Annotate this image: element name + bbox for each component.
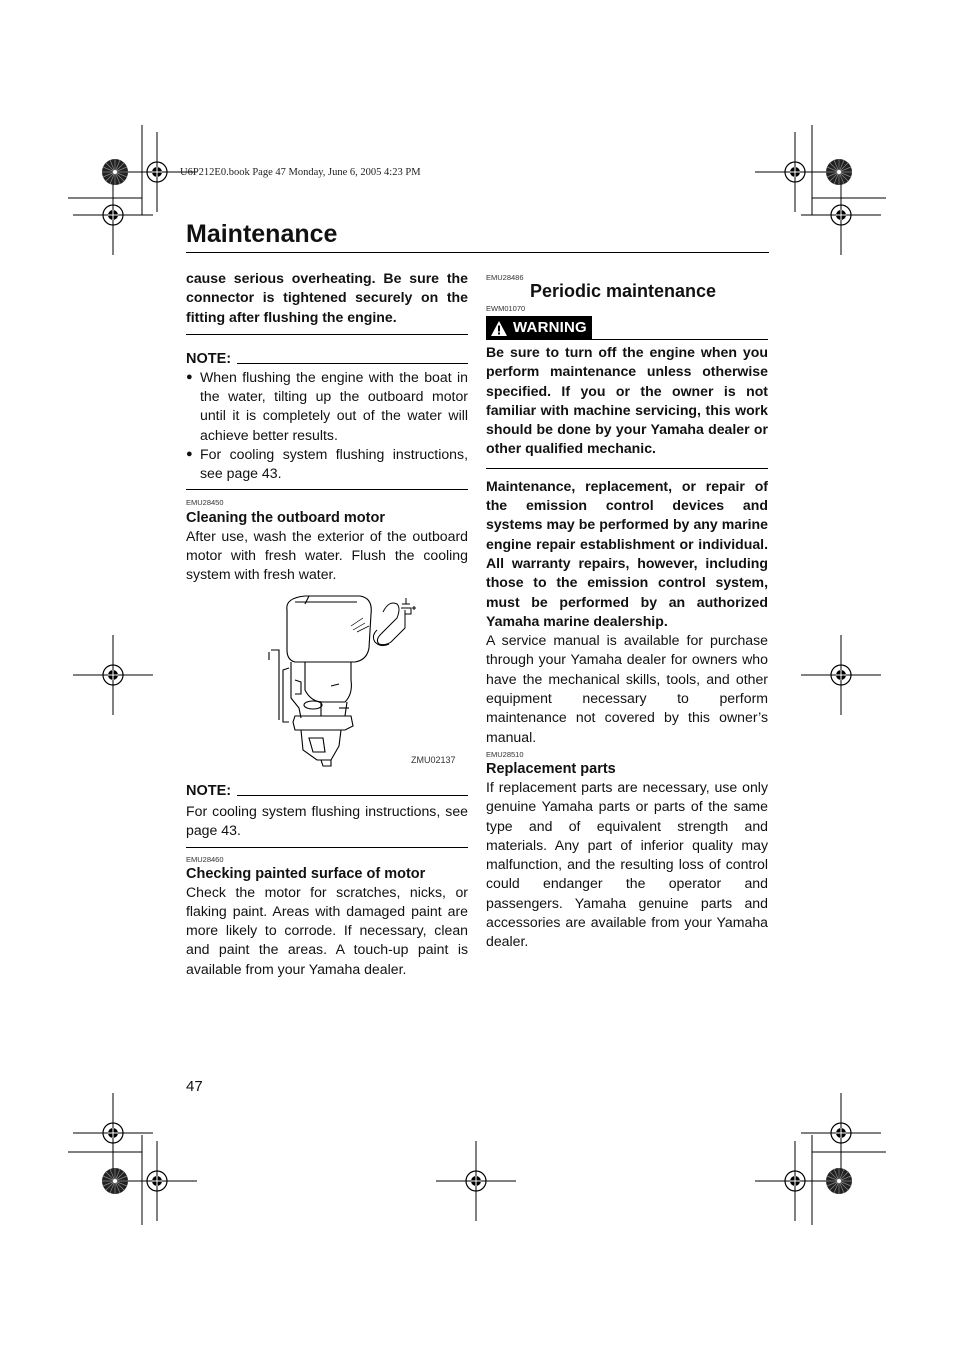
continued-caution-text: cause serious overheating. Be sure the connector is tightened securely on the fitting after flushing the engine.: [186, 270, 468, 325]
bullet-icon: ●: [186, 370, 193, 383]
section-code: EMU28450: [186, 497, 224, 507]
note-header: [186, 350, 468, 368]
note-label: NOTE:: [186, 350, 232, 367]
warning-text: Be sure to turn off the engine when you perform maintenance unless otherwise specified. If you or the owner is not familiar with machine servicing, this work should be done by your Yamaha dealer or other qualified mechanic.: [486, 344, 768, 457]
note-text: For cooling system flushing instructions, see page 43.: [186, 803, 468, 839]
warning-header: [486, 316, 768, 340]
registration-crosshair-icon: [73, 175, 153, 255]
bullet-icon: ●: [186, 448, 193, 461]
section-code: EMU28510: [486, 749, 524, 759]
book-file-info: U6P212E0.book Page 47 Monday, June 6, 2005 4:23 PM: [180, 167, 421, 178]
note-bullet-list: [186, 368, 468, 484]
section-divider: [186, 334, 468, 335]
illustration-code: ZMU02137: [411, 755, 456, 765]
replacement-text: If replacement parts are necessary, use only genuine Yamaha parts or parts of the same type and of equivalent strength and materials. Any part of inferior quality may malfunction, and the resulting loss of control could endanger the operator and passengers. Yamaha genuine parts and accessories are available from your Yamaha dealer.: [486, 778, 768, 950]
section-code: EMU28460: [186, 854, 224, 864]
replacement-heading: Replacement parts: [486, 760, 616, 777]
registration-crosshair-icon: [436, 1141, 516, 1221]
left-column: [186, 269, 468, 585]
registration-crosshair-icon: [801, 1093, 881, 1173]
title-divider: [186, 252, 769, 253]
periodic-heading: Periodic maintenance: [530, 281, 717, 301]
cleaning-text: After use, wash the exterior of the outboard motor with fresh water. Flush the cooling system with fresh water.: [186, 527, 468, 583]
registration-crosshair-icon: [755, 1141, 835, 1221]
registration-crosshair-icon: [755, 132, 835, 212]
emission-text: Maintenance, replacement, or repair of the emission control devices and systems may be performed by any marine engine repair establishment or individual. All warranty repairs, however, including those to the emission control system, must be performed by an authorized Yamaha marine dealership.: [486, 477, 768, 629]
list-item: ● When flushing the engine with the boat in the water, tilting up the outboard motor until it is completely out of the water will achieve better results.: [186, 368, 468, 443]
list-item: ● For cooling system flushing instructions, see page 43.: [186, 446, 468, 482]
note-rule: [237, 363, 468, 364]
section-code: EMU28486: [486, 273, 524, 282]
left-column-lower: [186, 782, 468, 979]
color-target-icon: [102, 1168, 128, 1194]
note-label: NOTE:: [186, 783, 232, 799]
warning-triangle-icon: [490, 320, 508, 337]
registration-crosshair-icon: [73, 635, 153, 715]
warning-badge: [486, 316, 592, 340]
registration-crosshair-icon: [801, 175, 881, 255]
warning-rule: [592, 339, 768, 340]
note-end-rule: [186, 847, 468, 848]
registration-crosshair-icon: [801, 635, 881, 715]
note-rule: [237, 795, 468, 796]
note-end-rule: [186, 489, 468, 490]
warning-label: WARNING: [513, 319, 587, 337]
service-manual-text: A service manual is available for purchase through your Yamaha dealer for owners who have the mechanical skills, tools, and other equipment necessary to perform maintenance not covered by this owner’s manual.: [486, 632, 768, 745]
cleaning-heading: Cleaning the outboard motor: [186, 509, 385, 526]
note-header: [186, 782, 468, 800]
outboard-motor-illustration: [265, 590, 465, 770]
painted-text: Check the motor for scratches, nicks, or flaking paint. Areas with damaged paint are more likely to corrode. If necessary, clean and paint the areas. A touch-up paint is available from your Yamaha dealer.: [186, 883, 468, 977]
color-target-icon: [102, 159, 128, 185]
warning-code: EWM01070: [486, 304, 526, 313]
registration-crosshair-icon: [73, 1093, 153, 1173]
warning-end-rule: [486, 468, 768, 469]
right-column: [486, 273, 768, 952]
page-number: 47: [186, 1078, 203, 1095]
color-target-icon: [826, 159, 852, 185]
page-title: Maintenance: [186, 220, 338, 248]
color-target-icon: [826, 1168, 852, 1194]
painted-heading: Checking painted surface of motor: [186, 865, 426, 882]
registration-crosshair-icon: [117, 1141, 197, 1221]
